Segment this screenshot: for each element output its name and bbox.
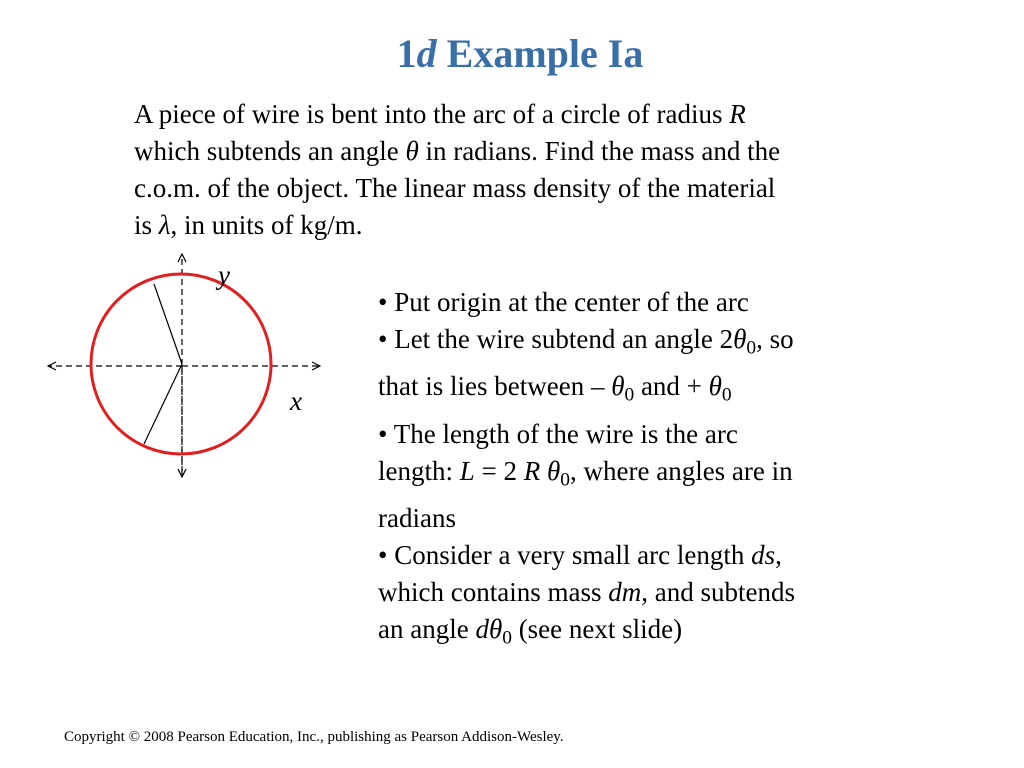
bullet-text: • Consider a very small arc length [378, 540, 752, 571]
bullet-text: , [775, 540, 782, 571]
theta-symbol: θ [733, 324, 747, 354]
slide-title [0, 30, 1024, 77]
problem-line-1 [134, 96, 974, 133]
subscript: 0 [721, 384, 732, 406]
problem-statement [134, 96, 974, 244]
subscript: 0 [746, 337, 757, 359]
problem-line-2 [134, 133, 974, 170]
problem-text: A piece of wire is bent into the arc of a circle of radius [134, 99, 730, 129]
subscript: 0 [502, 627, 512, 649]
problem-text: in radians. Find the mass and the [418, 136, 781, 166]
bullet-text: (see next slide) [511, 614, 683, 645]
theta-symbol: θ [547, 455, 561, 486]
title-rest: Example Ia [436, 31, 644, 76]
theta-symbol: θ [708, 371, 722, 402]
problem-line-4 [134, 207, 974, 244]
x-axis-label: x [290, 386, 302, 416]
bullet-length-radians: radians [378, 503, 456, 534]
length-symbol: L [459, 455, 475, 486]
bullet-subtend [378, 321, 998, 366]
bullet-text: • Let the wire subtend an angle 2 [378, 324, 734, 354]
bullet-list [378, 284, 998, 657]
title-d: d [416, 31, 437, 76]
dm-symbol: dm [608, 577, 642, 608]
radius-lower [144, 364, 182, 444]
bullet-subtend-cont [378, 368, 998, 413]
problem-text: which subtends an angle [134, 136, 406, 166]
bullet-small-arc [378, 537, 998, 574]
bullet-text: which contains mass [378, 577, 609, 608]
bullet-text: , where angles are in [570, 455, 793, 486]
arc-diagram [40, 250, 340, 490]
lambda-symbol: λ [158, 210, 171, 240]
radius-symbol: R [729, 99, 746, 129]
theta-symbol: θ [405, 136, 419, 166]
subscript: 0 [624, 384, 635, 406]
bullet-text [540, 456, 547, 486]
bullet-text: = 2 [474, 455, 524, 486]
theta-symbol: θ [611, 371, 625, 402]
bullet-text: an angle [378, 614, 476, 645]
bullet-text: that is lies between – [378, 371, 612, 402]
title-number: 1 [396, 31, 417, 76]
bullet-text: , and subtends [641, 577, 795, 608]
bullet-small-arc-angle [378, 611, 998, 656]
bullet-length: • The length of the wire is the arc [378, 418, 738, 449]
problem-line-3: c.o.m. of the object. The linear mass density of the material [134, 173, 776, 203]
bullet-small-arc-cont [378, 574, 998, 611]
radius-symbol: R [523, 455, 541, 486]
dtheta-symbol: dθ [475, 614, 503, 645]
arc-diagram-svg [40, 250, 340, 490]
wire-arc [91, 274, 271, 454]
problem-text: is [134, 210, 159, 240]
subscript: 0 [560, 469, 570, 491]
radius-upper [154, 284, 182, 364]
ds-symbol: ds [751, 540, 776, 571]
bullet-length-cont [378, 453, 998, 498]
bullet-text: , so [756, 324, 794, 354]
problem-text: , in units of kg/m. [170, 210, 363, 240]
copyright-footer: Copyright © 2008 Pearson Education, Inc., publishing as Pearson Addison-Wesley. [64, 729, 564, 745]
bullet-text: length: [378, 455, 460, 486]
bullet-origin: • Put origin at the center of the arc [378, 287, 749, 317]
bullet-text: and + [634, 371, 709, 402]
y-axis-label: y [218, 260, 230, 290]
